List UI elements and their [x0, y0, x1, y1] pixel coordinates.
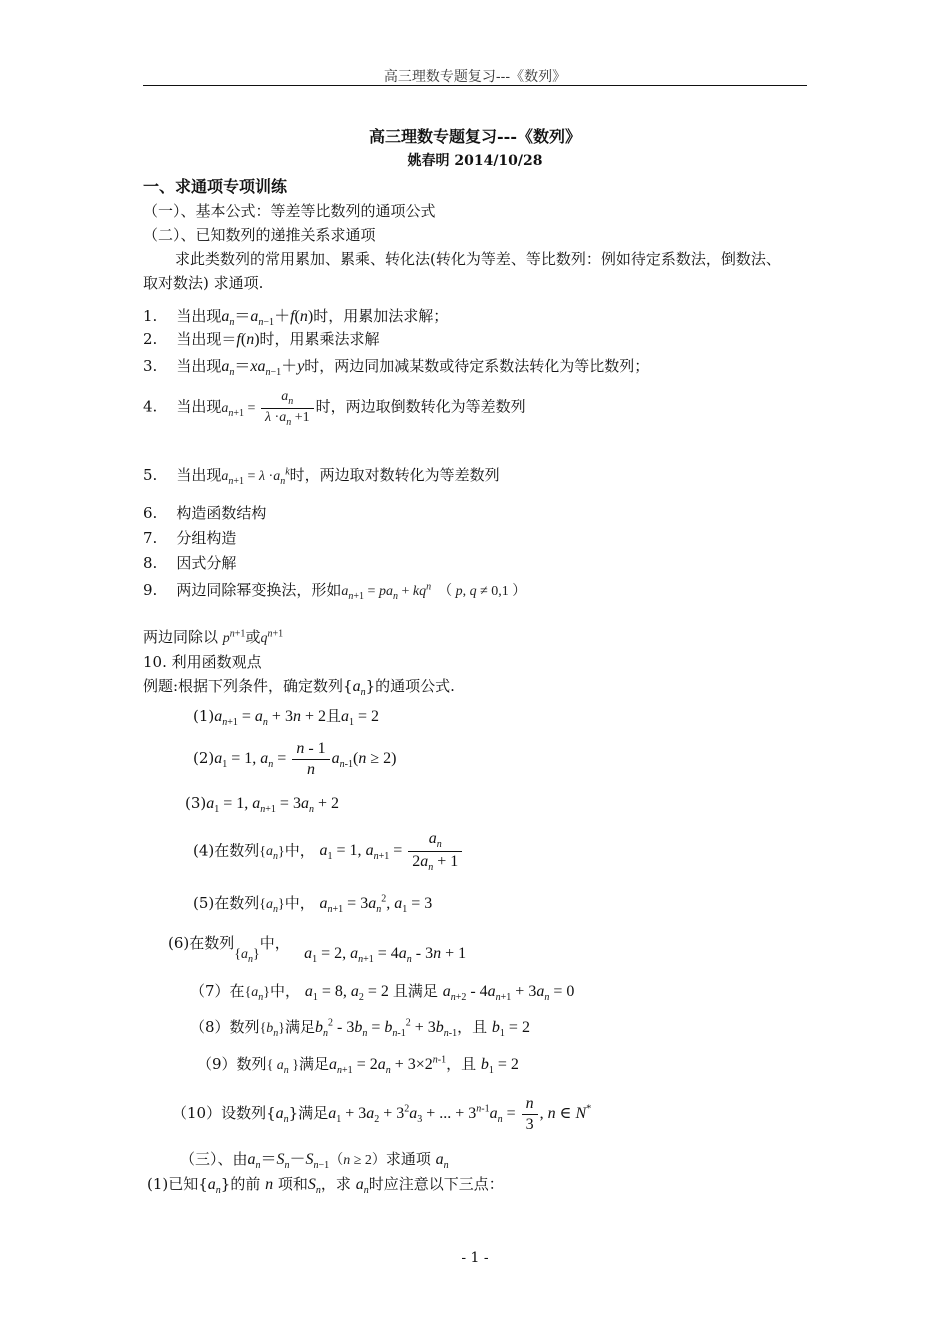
subsection-recurrence: （二）、已知数列的递推关系求通项	[143, 226, 376, 244]
problem-7	[190, 980, 574, 1003]
sn-note	[147, 1173, 504, 1196]
formula: $a_1 = 2$, $a_{n+1} = 4a_n - 3n + 1$	[304, 945, 467, 966]
problem-label: (4)	[193, 841, 215, 860]
method-number: 5.	[143, 466, 158, 484]
section-heading-1: 一、求通项专项训练	[143, 177, 288, 196]
intro-paragraph-line2: 取对数法) 求通项.	[143, 274, 264, 292]
method-text: 时，用累加法求解；	[313, 307, 449, 325]
problem-text: }满足	[288, 1104, 329, 1123]
problem-text: 在数列	[189, 934, 235, 952]
method-text: 时，用累乘法求解	[259, 330, 380, 348]
formula: $\{a_n\}$	[244, 985, 271, 1003]
problem-text: 在数列	[214, 841, 260, 860]
formula: $b_1 = 2$	[491, 1019, 530, 1040]
problem-text: 且	[325, 707, 341, 725]
formula: $q^{n+1}$	[260, 628, 284, 646]
method-number: 9.	[143, 581, 158, 599]
method-number: 8.	[143, 554, 158, 572]
formula: $a_1 + 3a_2 + 3^2a_3$ + ... + $3^{n-1}a_n$ = $\frac{n}{3}$ , n ∈ N*	[328, 1095, 592, 1133]
author-date: 姚春明 2014/10/28	[407, 153, 543, 169]
formula: $a_n$	[275, 1105, 289, 1126]
method-number: 6.	[143, 504, 158, 522]
formula: $\{a_n\}$	[259, 844, 285, 863]
problem-1	[193, 705, 379, 728]
formula: $a_n$	[435, 1151, 449, 1172]
problem-text: 设数列{	[221, 1104, 276, 1123]
method-8	[143, 552, 236, 573]
running-header: 高三理数专题复习---《数列》	[383, 69, 567, 85]
formula: $a_1 = 2$	[341, 708, 380, 729]
problem-label: （7）	[190, 982, 230, 1000]
formula: f(n)	[236, 331, 260, 348]
example-text: 例题:根据下列条件，确定数列{	[143, 677, 353, 695]
method-text: 当出现	[176, 397, 222, 416]
method-text: 当出现	[176, 307, 222, 325]
method-text: 时，两边取对数转化为等差数列	[289, 466, 500, 484]
method-4	[143, 389, 526, 428]
divide-both-sides	[143, 626, 283, 647]
problem-text: 在	[229, 982, 245, 1000]
formula: $S_n$	[307, 1176, 321, 1197]
method-number: 4.	[143, 397, 158, 416]
problem-text: 中，	[259, 934, 290, 952]
formula: $a_n=a_{n-1}+f(n)$	[221, 308, 314, 329]
method-text: 时，两边同加减某数或待定系数法转化为等比数列；	[304, 357, 650, 375]
method-number: 3.	[143, 357, 158, 375]
problem-label: (3)	[185, 794, 207, 812]
formula: { $a_n$ }	[266, 1058, 300, 1076]
section-text: （三）、由	[180, 1150, 248, 1168]
formula: $a_{n+1} = 3a_n^2$, $a_1 = 3$	[319, 893, 433, 916]
problem-text: 在数列	[214, 894, 260, 912]
problem-text: 中，	[284, 841, 315, 860]
problem-10	[172, 1095, 591, 1134]
problem-3	[185, 794, 339, 815]
method-text: 因式分解	[176, 554, 237, 572]
problem-5	[193, 892, 432, 915]
problem-6	[168, 932, 467, 966]
formula: $b_1 = 2$	[480, 1056, 519, 1077]
document-title: 高三理数专题复习---《数列》	[369, 127, 581, 146]
problem-text: 满足	[299, 1055, 330, 1073]
method-5	[143, 464, 500, 487]
formula: n	[265, 1176, 274, 1193]
subsection-basic-formula: （一）、基本公式：等差等比数列的通项公式	[143, 202, 436, 220]
formula: $\{a_n\}$	[234, 947, 260, 965]
formula: $p^{n+1}$	[222, 628, 246, 646]
problem-text: 满足	[285, 1018, 316, 1036]
problem-label: （8）	[190, 1018, 230, 1036]
method-number: 1.	[143, 307, 158, 325]
formula: $b_n^2 - 3b_n = b_{n-1}^2 + 3b_{n-1}$	[315, 1017, 458, 1040]
formula: $\{b_n\}$	[259, 1021, 286, 1039]
problem-2	[193, 740, 396, 779]
example-text: }的通项公式.	[365, 677, 455, 695]
method-3	[143, 353, 649, 378]
problem-text: 且满足	[392, 982, 438, 1000]
formula: （n ≥ 2）	[329, 1153, 386, 1168]
problem-label: (5)	[193, 894, 215, 912]
method-1	[143, 303, 448, 328]
divide-text: 两边同除以	[143, 628, 219, 646]
problem-text: 数列	[229, 1018, 260, 1036]
method-2	[143, 328, 380, 349]
formula: $a_n=xa_{n-1}+y$	[221, 358, 305, 379]
problem-label: （9）	[197, 1055, 237, 1073]
section-text: (1)已知{	[147, 1175, 208, 1193]
formula: $a_1 = 1$, $a_n$ = $\frac{n - 1}{n}$ $a_{n-1}(n \ge 2)$	[214, 740, 397, 778]
problem-8	[190, 1016, 530, 1039]
problem-label: （10）	[172, 1104, 222, 1123]
method-text: 当出现	[176, 466, 222, 484]
method-text: 分组构造	[176, 529, 237, 547]
problem-text: 中，	[284, 894, 315, 912]
method-7	[143, 527, 236, 548]
formula: $a_{n+1} = pa_n + kq^n$ （ p, q ≠ 0,1 ）	[341, 581, 527, 602]
formula: $a_n$	[207, 1176, 221, 1197]
section-text: ，求	[320, 1175, 351, 1193]
problem-text: 中，	[270, 982, 301, 1000]
intro-paragraph-line1: 求此类数列的常用累加、累乘、转化法(转化为等差、等比数列：例如待定系数法，倒数法、	[175, 250, 781, 268]
problem-text: ，且	[457, 1018, 488, 1036]
formula: $a_1 = 1$, $a_{n+1}$ = $\frac{a_n}{2a_n + 1}$	[320, 842, 465, 859]
formula: $a_n=S_n-S_{n-1}$	[247, 1151, 330, 1172]
formula: $a_n$	[352, 678, 366, 699]
method-number: 2.	[143, 330, 158, 348]
formula: $a_{n+1} = a_n + 3n + 2$	[214, 708, 326, 729]
method-6	[143, 502, 266, 523]
method-number: 7.	[143, 529, 158, 547]
header-rule	[143, 85, 807, 86]
formula: $\{a_n\}$	[259, 897, 285, 915]
formula: $a_n$	[355, 1176, 369, 1197]
method-text: 当出现	[176, 357, 222, 375]
problem-text: ，且	[446, 1055, 477, 1073]
section-text: }的前	[220, 1175, 261, 1193]
method-text: 时，两边取倒数转化为等差数列	[315, 397, 526, 416]
example-intro	[143, 675, 455, 698]
method-text: 当出现＝	[176, 330, 237, 348]
section-text: 时应注意以下三点：	[368, 1175, 504, 1193]
problem-text: 数列	[236, 1055, 267, 1073]
method-10: 10. 利用函数观点	[143, 653, 262, 671]
method-text: 两边同除幂变换法，形如	[176, 581, 342, 599]
formula: $a_{n+1} = 2a_n + 3\times 2^{n-1}$	[329, 1054, 447, 1077]
formula: $a_1 = 1$, $a_{n+1} = 3a_n + 2$	[206, 795, 339, 816]
method-text: 构造函数结构	[176, 504, 267, 522]
problem-label: (2)	[193, 749, 215, 768]
subsection-sn	[180, 1146, 449, 1171]
formula: $a_1 = 8$, $a_2 = 2$	[304, 983, 393, 1004]
or-text: 或	[245, 628, 261, 646]
problem-label: (6)	[168, 934, 190, 952]
section-text: 求通项	[385, 1150, 431, 1168]
problem-4	[193, 830, 464, 873]
method-9	[143, 579, 526, 602]
section-text: 项和	[277, 1175, 308, 1193]
page-number: - 1 -	[461, 1250, 489, 1266]
formula: $a_{n+2} - 4a_{n+1} + 3a_n = 0$	[442, 983, 575, 1004]
formula: $a_{n+1} = \lambda \cdot a_n^k$	[221, 466, 290, 487]
problem-label: (1)	[193, 707, 215, 725]
problem-9	[197, 1053, 519, 1076]
formula: $a_{n+1}$ = $\frac{a_n}{\lambda \cdot a_n +1}$	[221, 401, 315, 416]
